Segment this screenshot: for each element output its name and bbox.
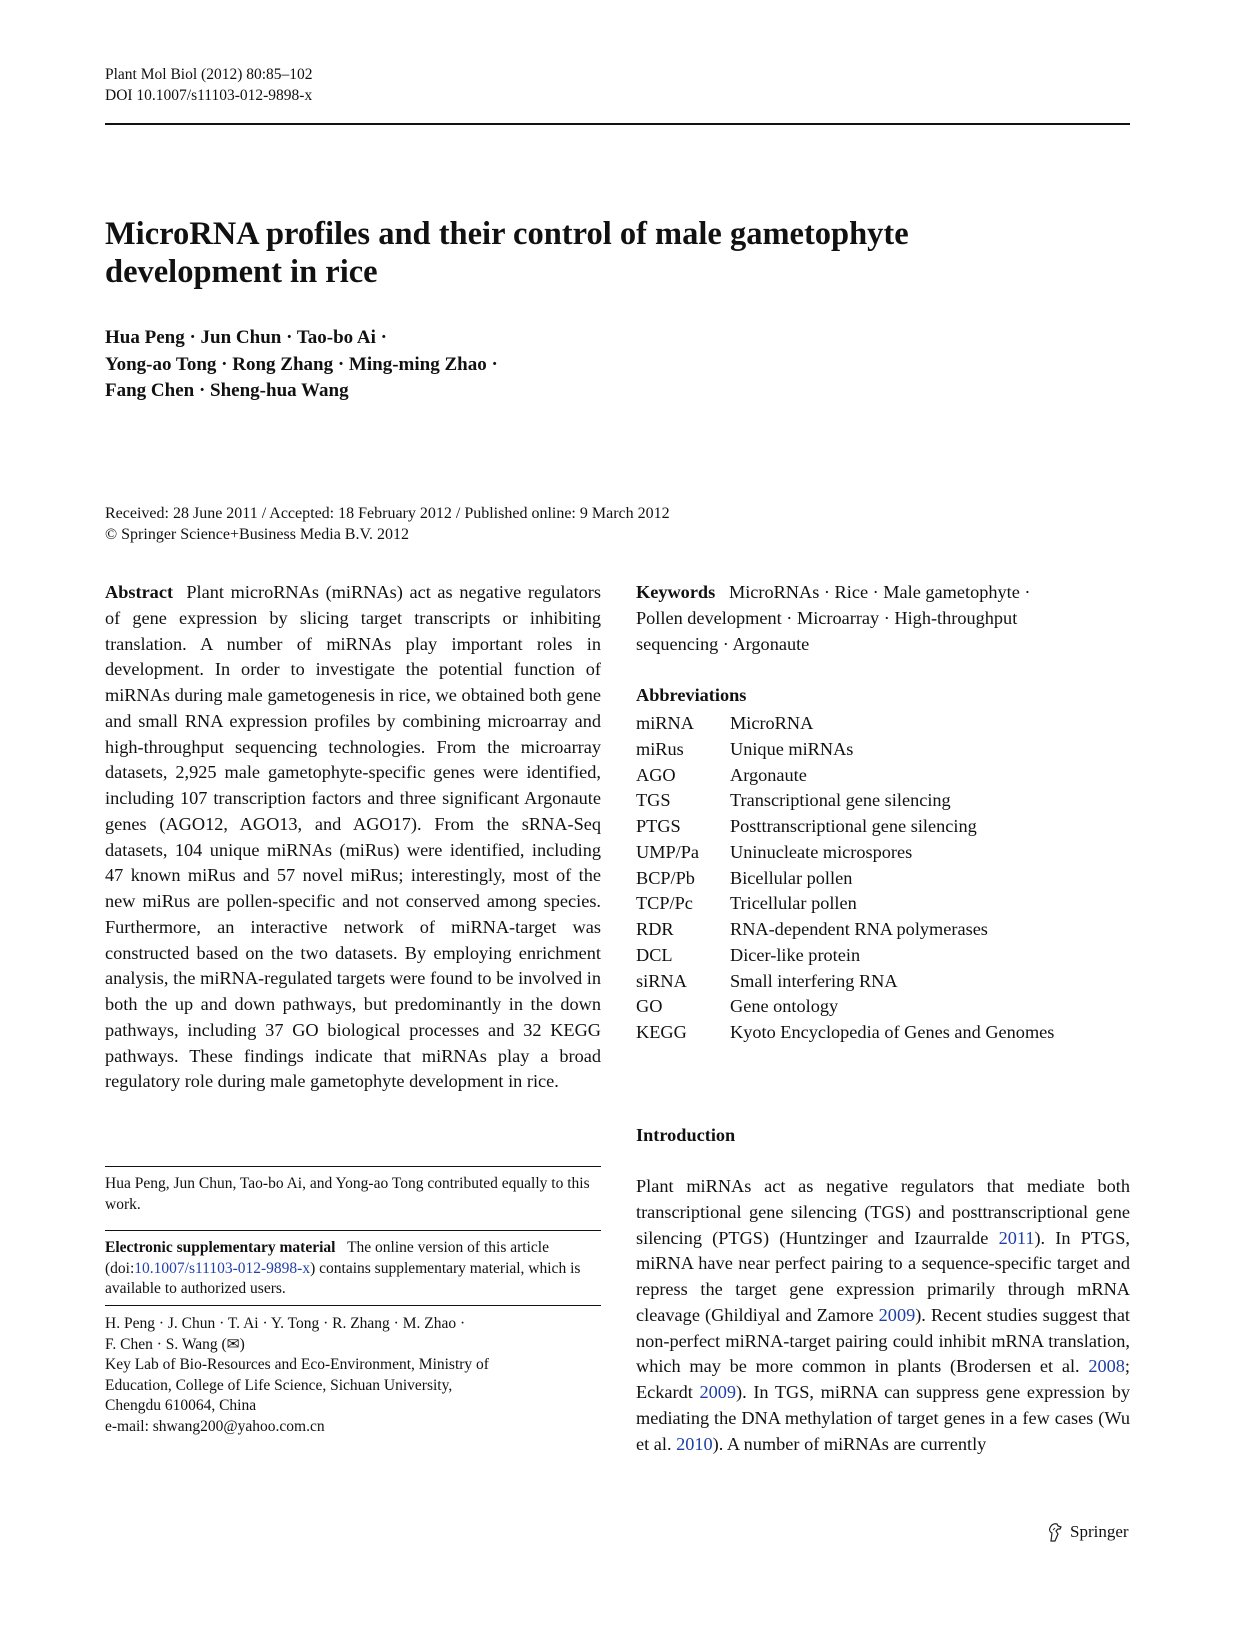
authors-line-2: Yong-ao Tong · Rong Zhang · Ming-ming Zhao · [105,353,498,375]
running-header [105,64,313,106]
intro-text: ; Eckardt [636,1356,1130,1402]
esm-label: Electronic supplementary material [105,1239,336,1256]
received-accepted-dates: Received: 28 June 2011 / Accepted: 18 February 2012 / Published online: 9 March 2012 [105,505,670,522]
affiliation-institution-1: Key Lab of Bio-Resources and Eco-Environment, Ministry of [105,1356,489,1373]
abbreviation-row [636,969,1054,995]
abbreviation-definition: Bicellular pollen [730,867,853,888]
publisher-name: Springer [1070,1522,1129,1541]
abbreviation-definition: Gene ontology [730,996,839,1017]
title-line-2: development in rice [105,254,378,290]
abbreviation-row [636,943,1054,969]
authors-line-3: Fang Chen · Sheng-hua Wang [105,380,349,401]
abbreviation-row [636,711,1054,737]
footnote-rule-2 [105,1230,601,1231]
abbreviation-definition: Transcriptional gene silencing [730,790,951,811]
affiliation-names-1: H. Peng · J. Chun · T. Ai · Y. Tong · R. Zhang · M. Zhao · [105,1315,466,1332]
header-rule [105,123,1130,125]
title-line-1: MicroRNA profiles and their control of male gametophyte [105,216,909,252]
abbreviation-definition: Posttranscriptional gene silencing [730,816,977,836]
abbreviation-definition: Tricellular pollen [730,893,857,914]
journal-citation: Plant Mol Biol (2012) 80:85–102 [105,66,313,83]
abbreviation-term: KEGG [636,1022,687,1042]
abbreviation-term: siRNA [636,970,687,991]
footnote-rule-3 [105,1305,601,1306]
abbreviation-term: TCP/Pc [636,893,693,914]
affiliation-note [105,1314,601,1437]
keywords-line-3: sequencing · Argonaute [636,633,810,654]
citation-link[interactable]: 2009 [699,1382,737,1402]
copyright-line: © Springer Science+Business Media B.V. 2012 [105,526,409,543]
esm-doi-link[interactable]: 10.1007/s11103-012-9898-x [134,1259,311,1277]
abbreviation-definition: Argonaute [730,764,807,785]
intro-text: Plant miRNAs act as negative regulators that mediate both transcriptional gene silencing (TGS) and posttranscriptional gene silencing (PTGS) (Huntzinger and Izaurralde [636,1176,1130,1248]
abbreviation-definition: Kyoto Encyclopedia of Genes and Genomes [730,1022,1055,1042]
introduction-paragraph [636,1174,1130,1457]
intro-text: ). In PTGS, miRNA have near perfect pairing to a sequence-specific target and repress the target gene expression primarily through mRNA cleavage (Ghildiyal and Zamore [636,1227,1130,1325]
abbreviation-term: AGO [636,764,676,785]
affiliation-institution-3: Chengdu 610064, China [105,1397,257,1414]
abstract [105,580,601,1095]
abbreviation-term: BCP/Pb [636,867,695,888]
esm-text-post: ) contains supplementary material, which is available to authorized users. [105,1259,581,1297]
abbreviation-term: miRus [636,738,684,759]
citation-link[interactable]: 2010 [676,1433,713,1454]
abbreviation-term: UMP/Pa [636,841,699,862]
abbreviation-term: GO [636,996,663,1017]
keywords-label: Keywords [636,582,716,602]
footnote-rule-1 [105,1166,601,1167]
abbreviation-definition: Unique miRNAs [730,738,854,759]
abbreviation-row [636,917,1054,943]
keywords-line-2: Pollen development · Microarray · High-throughput [636,607,1018,628]
abbreviations-title: Abbreviations [636,685,747,705]
abbreviation-row [636,814,1054,840]
article-title [105,215,1105,291]
publication-dates [105,503,670,545]
supplementary-material-note [105,1238,601,1300]
esm-text-pre: The online version of this article (doi: [105,1239,549,1277]
abbreviation-term: TGS [636,790,671,811]
abbreviation-row [636,840,1054,866]
author-list [105,325,498,405]
abbreviation-row [636,866,1054,892]
abbreviation-term: RDR [636,919,674,939]
intro-text: ). In TGS, miRNA can suppress gene expression by mediating the DNA methylation of target genes in a few cases (Wu et al. [636,1382,1130,1454]
abbreviation-row [636,737,1054,763]
springer-horse-icon [1046,1522,1064,1542]
keywords-line-1: MicroRNAs · Rice · Male gametophyte · [728,582,1031,602]
abbreviation-definition: Dicer-like protein [730,944,861,965]
abbreviation-term: miRNA [636,713,694,733]
abbreviation-row [636,994,1054,1020]
abbreviation-row [636,788,1054,814]
abbreviation-definition: Small interfering RNA [730,970,898,991]
intro-text: ). A number of miRNAs are currently [712,1433,987,1454]
citation-link[interactable]: 2009 [878,1304,916,1325]
abbreviations-list [636,711,1054,1046]
publisher-footer [1046,1522,1129,1542]
introduction-heading: Introduction [636,1125,736,1145]
article-doi: DOI 10.1007/s11103-012-9898-x [105,87,313,104]
abbreviation-row [636,891,1054,917]
abbreviation-definition: RNA-dependent RNA polymerases [730,919,988,939]
abbreviation-term: DCL [636,944,673,965]
affiliation-institution-2: Education, College of Life Science, Sichuan University, [105,1376,453,1394]
abstract-label: Abstract [105,582,174,602]
citation-link[interactable]: 2008 [1088,1356,1125,1377]
abbreviation-row [636,763,1054,789]
keywords [636,580,1096,657]
corresponding-email: e-mail: shwang200@yahoo.com.cn [105,1417,325,1435]
abstract-text: Plant microRNAs (miRNAs) act as negative regulators of gene expression by slicing target transcripts or inhibiting translation. A number of miRNAs play important roles in development. In order to investigate the potential function of miRNAs during male gametogenesis in rice, we obtained both gene and small RNA expression profiles by combining microarray and high-throughput sequencing technologies. From the microarray datasets, 2,925 male gametophyte-specific genes were identified, including 107 transcription factors and three significant Argonaute genes (AGO12, AGO13, and AGO17). From the sRNA-Seq datasets, 104 unique miRNAs (miRus) were identified, including 47 known miRus and 57 novel miRus; interestingly, most of the new miRus are pollen-specific and not conserved among species. Furthermore, an interactive network of miRNA-target was constructed based on the two datasets. By employing enrichment analysis, the miRNA-regulated targets were found to be involved in both the up and down pathways, but predominantly in the down pathways, including 37 GO biological processes and 32 KEGG pathways. These findings indicate that miRNAs play a broad regulatory role during male gametophyte development in rice. [105,582,601,1092]
citation-link[interactable]: 2011 [998,1227,1035,1248]
authors-line-1: Hua Peng · Jun Chun · Tao-bo Ai · [105,327,387,348]
abbreviation-row [636,1020,1054,1046]
equal-contribution-note: Hua Peng, Jun Chun, Tao-bo Ai, and Yong-ao Tong contributed equally to this work. [105,1175,590,1213]
intro-text: ). Recent studies suggest that non-perfect miRNA-target pairing could inhibit mRNA translation, which may be more common in plants (Brodersen et al. [636,1304,1131,1377]
abbreviation-term: PTGS [636,816,681,836]
affiliation-names-2: F. Chen · S. Wang (✉) [105,1335,245,1353]
abbreviation-definition: Uninucleate microspores [730,841,913,862]
abbreviation-definition: MicroRNA [730,713,814,733]
